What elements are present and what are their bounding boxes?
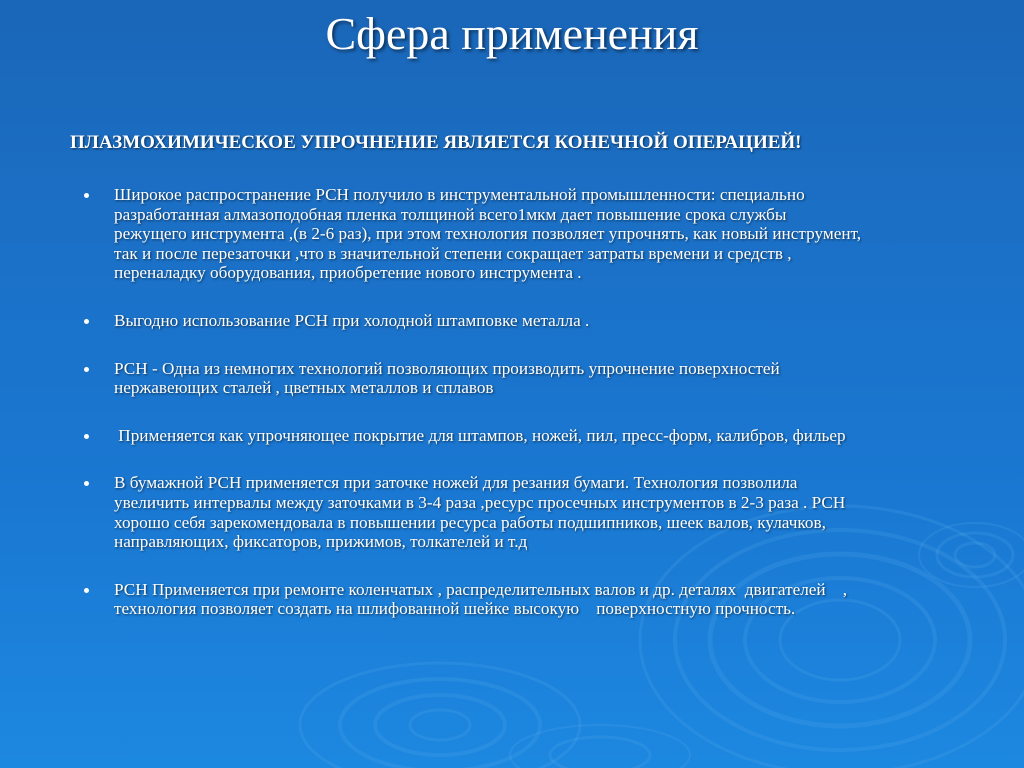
bullet-line: В бумажной РСН применяется при заточке ножей для резания бумаги. Технология позволила [114, 473, 798, 493]
bullet-dot-icon [84, 367, 89, 372]
bullet-item [82, 311, 992, 331]
bullet-line: увеличить интервалы между заточками в 3-4 раза ,ресурс просечных инструментов в 2-3 раза . РСН [114, 492, 846, 512]
bullet-line: хорошо себя зарекомендовала в повышении ресурса работы подшипников, шеек валов, кулачков, [114, 512, 826, 532]
bullet-line: РСН - Одна из немногих технологий позволяющих производить упрочнение поверхностей [114, 358, 780, 378]
bullet-dot-icon [84, 193, 89, 198]
bullet-list [82, 185, 992, 619]
bullet-dot-icon [84, 319, 89, 324]
bullet-dot-icon [84, 588, 89, 593]
bullet-item [82, 359, 992, 398]
bullet-item [82, 580, 992, 619]
slide-subtitle: ПЛАЗМОХИМИЧЕСКОЕ УПРОЧНЕНИЕ ЯВЛЯЕТСЯ КОНЕЧНОЙ ОПЕРАЦИЕЙ! [70, 132, 802, 153]
bullet-line: режущего инструмента ,(в 2-6 раз), при этом технология позволяет упрочнять, как новый инструмент, [114, 224, 862, 244]
bullet-line: переналадку оборудования, приобретение нового инструмента . [114, 263, 582, 283]
bullet-item [82, 185, 992, 283]
bullet-line: разработанная алмазоподобная пленка толщиной всего1мкм дает повышение срока службы [114, 204, 787, 224]
bullet-line: Применяется как упрочняющее покрытие для штампов, ножей, пил, пресс-форм, калибров, фильер [114, 425, 846, 445]
bullet-line: технология позволяет создать на шлифованной шейке высокую поверхностную прочность. [114, 599, 796, 619]
bullet-line: Широкое распространение РСН получило в инструментальной промышленности: специально [114, 185, 805, 204]
bullet-line: так и после перезаточки ,что в значительной степени сокращает затраты времени и средств , [114, 243, 792, 263]
bullet-dot-icon [84, 434, 89, 439]
bullet-line: нержавеющих сталей , цветных металлов и сплавов [114, 378, 494, 398]
bullet-line: направляющих, фиксаторов, прижимов, толкателей и т.д [114, 532, 528, 552]
bullet-line: РСН Применяется при ремонте коленчатых , распределительных валов и др. деталях двигателей , [114, 579, 848, 599]
bullet-dot-icon [84, 481, 89, 486]
bullet-item [82, 426, 992, 446]
slide-title: Сфера применения [325, 8, 699, 59]
bullet-line: Выгодно использование РСН при холодной штамповке металла . [114, 310, 590, 330]
bullet-item [82, 473, 992, 551]
